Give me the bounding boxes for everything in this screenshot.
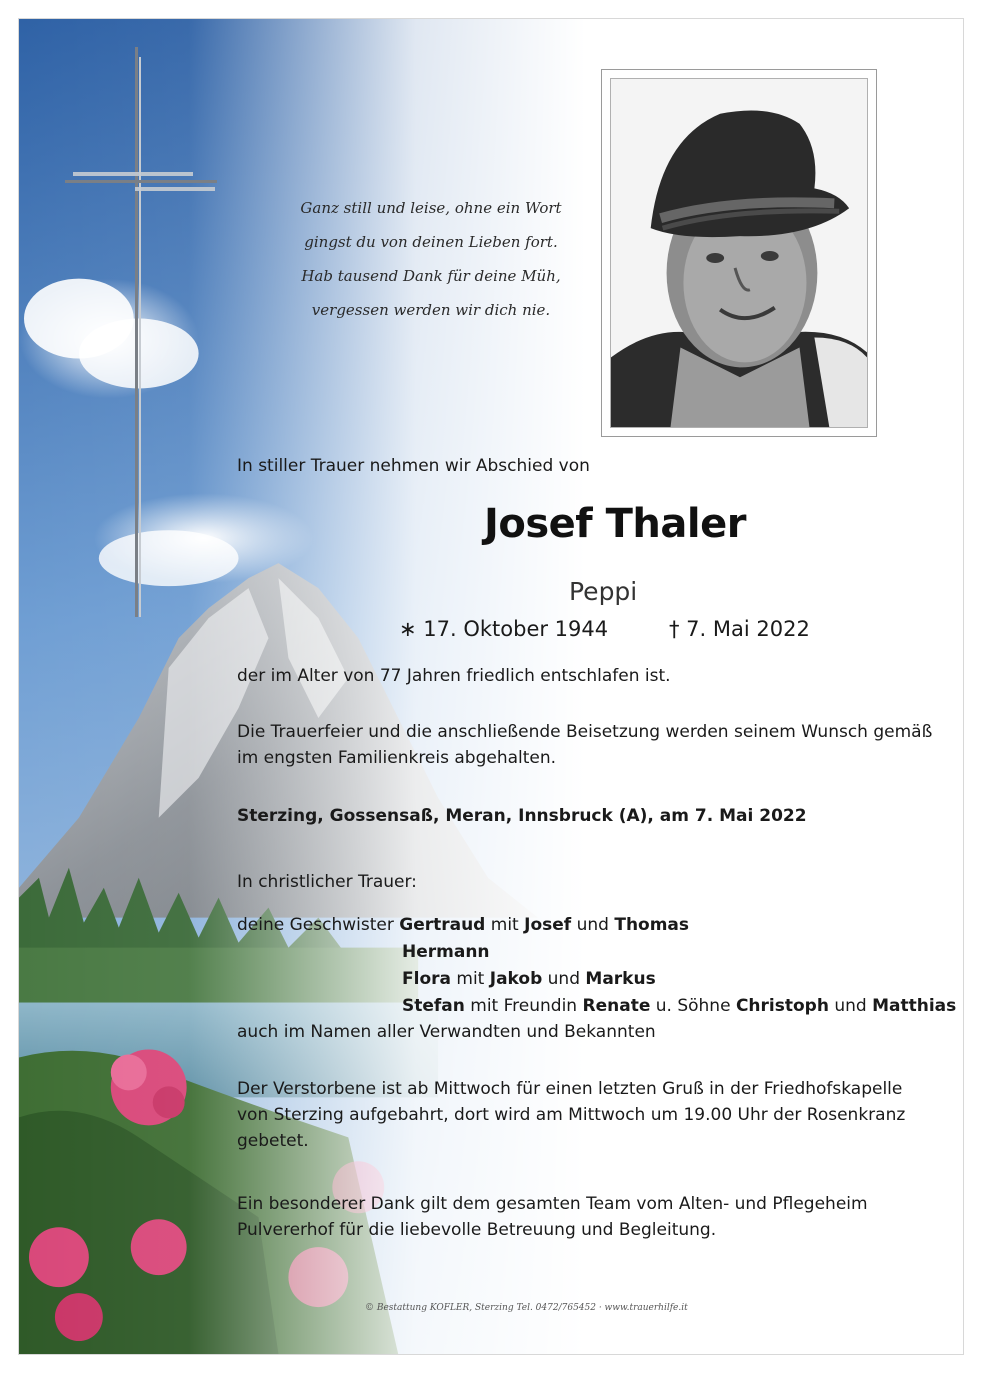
funeral-home-footer: © Bestattung KOFLER, Sterzing Tel. 0472/765452 · www.trauerhilfe.it (365, 1303, 688, 1313)
siblings-row (402, 966, 656, 993)
connector-text: mit Freundin (464, 996, 583, 1016)
child-name: Matthias (872, 996, 957, 1016)
connector-text: mit (450, 969, 490, 989)
death-date: † 7. Mai 2022 (669, 617, 810, 641)
viewing-line: von Sterzing aufgebahrt, dort wird am Mittwoch um 19.00 Uhr der Rosenkranz (237, 1105, 906, 1125)
verse-line: vergessen werden wir dich nie. (311, 301, 551, 319)
memorial-verse (281, 191, 581, 327)
verse-line: Hab tausend Dank für deine Müh, (301, 267, 561, 285)
relatives-line: auch im Namen aller Verwandten und Bekannten (237, 1022, 656, 1042)
child-name: Markus (585, 969, 656, 989)
portrait-photo (610, 78, 868, 428)
intro-text: In stiller Trauer nehmen wir Abschied von (237, 456, 590, 476)
place-date: Sterzing, Gossensaß, Meran, Innsbruck (A), am 7. Mai 2022 (237, 806, 807, 826)
sibling-partner-name: Josef (524, 915, 572, 935)
sibling-name: Flora (402, 969, 451, 989)
portrait-frame (601, 69, 877, 437)
verse-line: Ganz still und leise, ohne ein Wort (300, 199, 562, 217)
funeral-line: im engsten Familienkreis abgehalten. (237, 748, 557, 768)
siblings-prefix: deine Geschwister (237, 915, 400, 935)
viewing-line: gebetet. (237, 1131, 309, 1151)
viewing-line: Der Verstorbene ist ab Mittwoch für einen letzten Gruß in der Friedhofskapelle (237, 1079, 903, 1099)
sibling-name: Stefan (402, 996, 465, 1016)
connector-text: u. Söhne (650, 996, 736, 1016)
funeral-line: Die Trauerfeier und die anschließende Beisetzung werden seinem Wunsch gemäß (237, 722, 933, 742)
obituary-card (18, 18, 964, 1355)
deceased-name: Josef Thaler (484, 501, 746, 547)
sibling-name: Hermann (402, 942, 490, 962)
child-name: Christoph (735, 996, 829, 1016)
siblings-row (237, 912, 689, 939)
cross-icon (65, 47, 225, 647)
connector-text: und (828, 996, 873, 1016)
deceased-nickname: Peppi (569, 577, 638, 606)
siblings-row (402, 993, 956, 1020)
connector-text: mit (485, 915, 525, 935)
age-line: der im Alter von 77 Jahren friedlich entschlafen ist. (237, 666, 671, 686)
sibling-name: Gertraud (399, 915, 486, 935)
mourners-intro: In christlicher Trauer: (237, 872, 417, 892)
connector-text: und (571, 915, 615, 935)
birth-date: ∗ 17. Oktober 1944 (399, 617, 609, 641)
siblings-row (402, 939, 490, 966)
thanks-line: Pulvererhof für die liebevolle Betreuung und Begleitung. (237, 1220, 717, 1240)
sibling-partner-name: Renate (582, 996, 651, 1016)
verse-line: gingst du von deinen Lieben fort. (304, 233, 558, 251)
child-name: Thomas (614, 915, 690, 935)
thanks-line: Ein besonderer Dank gilt dem gesamten Team vom Alten- und Pflegeheim (237, 1194, 868, 1214)
connector-text: und (542, 969, 586, 989)
sibling-partner-name: Jakob (489, 969, 543, 989)
